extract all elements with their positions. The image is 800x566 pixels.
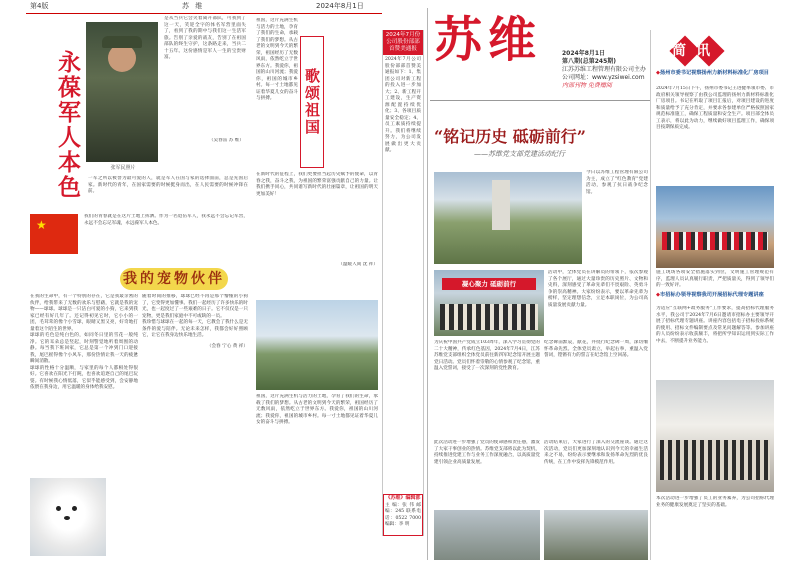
- soldier-text-bottom: 我们的青春就是在这片土地上挥洒。作为一名退伍军人，我永远不会忘记军营，永远不会忘记军魂，永远葆军人本色。: [84, 214, 248, 226]
- group-photo: [434, 270, 544, 336]
- issue-date: 2024年8月1日: [562, 50, 606, 57]
- editor-text: 主 编：张 伟 邮编：245 联系电话：0522 7000 编辑：李 明: [385, 502, 421, 528]
- news-2-text-2: 本次活动进一步增强了员工的业务素养，为公司招标代理业务的健康发展奠定了坚实的基础。: [656, 496, 774, 508]
- poem-title: 歌颂祖国: [300, 36, 324, 168]
- pet-paragraph: 在我的生命中，有一个特别的存在，它是我最亲密的伙伴，给我带来了无数的欢乐与慰藉，它就是我的宠物——球球。球球是一只洁白可爱的小狗，它来到我家已经有好几年了。还记得初见它时，它小小的一团，毛茸茸的像个小雪球，眼睛又黑又亮，好奇地打量着这个陌生的世界。: [30, 294, 138, 332]
- soldier-title: 永葆军人本色: [54, 50, 80, 200]
- soldier-text-mid: 一军之所以被誉为最可爱的人，就是军人在国与家的选择面前，总是先国后家。新时代的青年，在国家需要的时候挺身而出，在人民需要的时候冲锋在前。: [88, 176, 248, 195]
- dog-eye: [56, 506, 61, 511]
- memorial-text: 今日以苏维工程管理有限公司为主，成立了"红色教育"党建活动，参观了抗日战争纪念馆。: [586, 170, 648, 195]
- masthead-meta: [562, 50, 648, 90]
- column-divider: [650, 30, 651, 560]
- pet-title: 我的宠物伙伴: [123, 271, 225, 287]
- feature-text-2: 活动中，全体党员在讲解员的带领下，依次参观了各个展厅，通过大量珍贵的历史照片、文物和史料，深刻感受了革命先辈们不畏艰险、英勇斗争的崇高精神。大家纷纷表示，要以革命先辈为榜样，坚定理想信念，立足本职岗位，为公司高质量发展贡献力量。: [548, 270, 648, 308]
- sidebar-column: [382, 30, 424, 536]
- soldier-signature: （吴春雷 苏 维）: [208, 138, 244, 143]
- news-1-title[interactable]: [656, 70, 774, 77]
- soldier-photo: [86, 22, 158, 162]
- white-dog-photo: [30, 478, 106, 556]
- edition-number: 第4版: [30, 2, 49, 10]
- news-2-photo: [656, 380, 774, 492]
- poem-signature: （温暖人间 沈 祥）: [338, 262, 378, 267]
- header-date: 2024年8月1日: [316, 2, 364, 10]
- soldier-caption: 张军民照片: [110, 165, 136, 171]
- pet-paragraph: 球球的毛色是纯白色的，如同冬日里的雪花一般纯净。它的耳朵总是竖起，时刻警觉地听着周围的动静。每当我下班回家，它总是第一个冲到门口迎接我，尾巴摇得像个小风车，那份热情让我一天的疲惫瞬间消散。: [30, 333, 138, 365]
- news-2-headline[interactable]: 市招标办领导视察我司开展招标代理专题讲座: [660, 292, 764, 298]
- news-2-title[interactable]: [656, 292, 774, 299]
- news-1-text: 2024年7月15日下午，扬州市委书记王进健率领市委、市政府相关领导视察了由我公司监理的扬州力新材料标准化厂房项目。书记在听取了项目汇报后，对项目建设的进度和质量给予了充分肯定，并要求各参建单位严格按照国家规范标准施工，确保工程质量和安全生产。项目部全体员工表示，将以此为动力，继续做好项目监理工作，确保项目按期保质完成。: [656, 86, 774, 131]
- soldier-face: [108, 44, 136, 72]
- lecture-audience: [660, 440, 770, 480]
- china-flag: [30, 214, 78, 254]
- feature-text-1: 为庆祝中国共产党成立103周年，深入学习贯彻党的二十大精神，传承红色基因，2024年7月4日，江苏苏维党支部组织全体党员前往新四军纪念馆开展主题党日活动。党员们怀着崇敬的心情参观了纪念馆，重温入党誓词，接受了一次深刻的党性教育。: [434, 340, 540, 372]
- poem-text-top: 祖国，这片充满生机与活力的土地，孕育了我们的生命，承载了我们的梦想。从古老的文明到今天的繁荣，祖国经历了无数风雨，依然屹立于世界东方。我爱你，祖国的山川河流；我爱你，祖国的城市乡村。每一寸土地都见证着华夏儿女的奋斗与拼搏。: [256, 18, 298, 102]
- news-2-text: 为适应"互联网+政务服务"工作要求，提高招标代理服务水平，我公司于2024年7月6日邀请市招标办主要领导开展了招标代理专题讲座。讲座内容包括电子招标投标系统的使用、招标文件编制要点及常见问题解答等。参加讲座的人员纷纷表示收获颇丰，将把所学知识运用到实际工作中去，不断提升业务能力。: [656, 306, 774, 344]
- activity-banner: 凝心聚力 砥砺前行: [442, 278, 536, 290]
- museum-photo: [434, 510, 540, 560]
- pet-paragraph: 随着时间的推移，球球已经不再是那个懵懂的小狗了，它变得更加懂事。我们一起经历了许多快乐的时光，也一起度过了一些艰难的日子。它不仅仅是一只宠物，更是我们家庭中不可或缺的一员。: [142, 294, 248, 319]
- bullet-icon: ◆: [656, 292, 660, 298]
- dog-eye: [72, 506, 77, 511]
- bullet-icon: ◆: [656, 70, 660, 76]
- news-1-people: [662, 232, 768, 250]
- feature-title: “铭记历史 砥砺前行”: [434, 127, 586, 146]
- memorial-photo: [434, 172, 582, 264]
- news-title: 简讯: [672, 43, 720, 59]
- feature-text-3: 此次活动进一步增强了党员的使命感和责任感，激发了大家干事创业的热情。苏维党支部将以此为契机，持续推进党建工作与业务工作深度融合，以高质量党建引领企业高质量发展。: [434, 440, 540, 465]
- pet-paragraph: 球球的性格十分温顺，与家里的每个人都相处得很好。它喜欢在阳光下打盹，也喜欢追逐自己的尾巴玩耍。有时候我心情低落，它似乎能感受到，会安静地依偎在我身边，用它温暖的身体给我安慰。: [30, 365, 138, 391]
- sidebar-heading: 2024年7月份公司股份部部首赞美通报: [383, 30, 423, 55]
- masthead-rule: [430, 100, 650, 101]
- page-fold: [427, 8, 428, 560]
- visit-photo: [544, 510, 648, 560]
- pet-text-col2: [142, 294, 248, 560]
- poem-text-bottom: 祖国，这片充满生机与活力的土地，孕育了我们的生命，承载了我们的梦想。从古老的文明到今天的繁荣，祖国经历了无数风雨，依然屹立于世界东方。我爱你，祖国的山川河流；我爱你，祖国的城市乡村。每一寸土地都见证着华夏儿女的奋斗与拼搏。: [256, 394, 378, 426]
- flag-star-icon: ★: [36, 218, 47, 232]
- news-1-text-2: 施工现场各项安全措施落实到位，文明施工管理规范有序，监理人员认真履行职责，严把质量关，得到了领导们的一致好评。: [656, 270, 774, 289]
- company-url[interactable]: www.yzsiwei.com: [592, 74, 645, 81]
- header-rule: [26, 13, 382, 14]
- internal-label: 内部刊物 免费赠阅: [562, 82, 612, 89]
- soldier-text-top: 是从当兵它会笑着离开部队，可我到了这一天，笑迎全字的体名军营里面失了，看到了我的期中与我们这一生活军旅。告别了亲爱的战友，告别了在祖国部队的终生守护，这条路走来，当兵二十五年。这份感情是军人一生的宝贵财富。: [164, 16, 246, 61]
- feature-text-5: 活动结束后，大家进行了深入的交流座谈。通过这次活动，党员们更加深刻地认识到今天的幸福生活来之不易，纷纷表示要继承和发扬革命先烈的优良传统，在工作中发挥先锋模范作用。: [544, 440, 648, 465]
- sidebar-text: 2024年7月公司股份部部首赞美通报如下：1、集团公司对新工程的投入进一步加大；2、新工程开工建设，生产资源配置持续优化；3、各项目质量安全稳定；4、员工素质持续提升。我们将继续努力，为公司发展做出更大贡献。: [385, 57, 421, 154]
- masthead: 苏维: [434, 12, 543, 68]
- landscape-photo: [256, 300, 378, 390]
- pet-title-banner: [120, 268, 228, 290]
- dog-nose: [64, 516, 70, 520]
- pet-paragraph: 我珍惜与球球在一起的每一天，它教会了我什么是无条件的爱与陪伴。无论未来怎样，我都会好好照顾它，让它在我身边快乐地生活。: [142, 320, 248, 339]
- feature-subtitle: ——苏维党支部党建活动纪行: [474, 150, 565, 158]
- news-heading-box: [656, 38, 774, 64]
- news-1-photo: [656, 186, 774, 268]
- issue-number: 第八期(总第245期): [562, 58, 617, 65]
- group-people: [440, 304, 538, 330]
- header-section: 苏 维: [182, 2, 205, 10]
- poem-text-mid: 在新时代的征程上，我们更要担当起历史赋予的使命，以青春之我，奋斗之我，为祖国的繁荣富强贡献自己的力量。让我们携手同心，共同谱写新时代的壮丽篇章，让祖国的明天更加美好！: [256, 172, 378, 197]
- publisher: 江苏苏维工程管理有限公司主办: [562, 66, 647, 73]
- editor-heading: 《苏维》编辑部: [385, 495, 421, 501]
- pet-signature: （会春 宁心 黄 祥）: [206, 343, 248, 349]
- editor-box: [383, 494, 423, 536]
- memorial-tower: [492, 180, 510, 230]
- url-label: 公司网址：: [562, 74, 593, 81]
- news-1-headline[interactable]: 扬州市委书记视察扬州力新材料标准化厂房项目: [660, 70, 769, 76]
- soldier-cap: [102, 36, 142, 48]
- feature-text-4: 纪念碑前默哀，献花，并绕行纪念碑一周，深切缅怀革命先烈。全体党员肃立，举起右拳，重温入党誓词，铿锵有力的誓言在纪念馆上空回荡。: [544, 340, 648, 359]
